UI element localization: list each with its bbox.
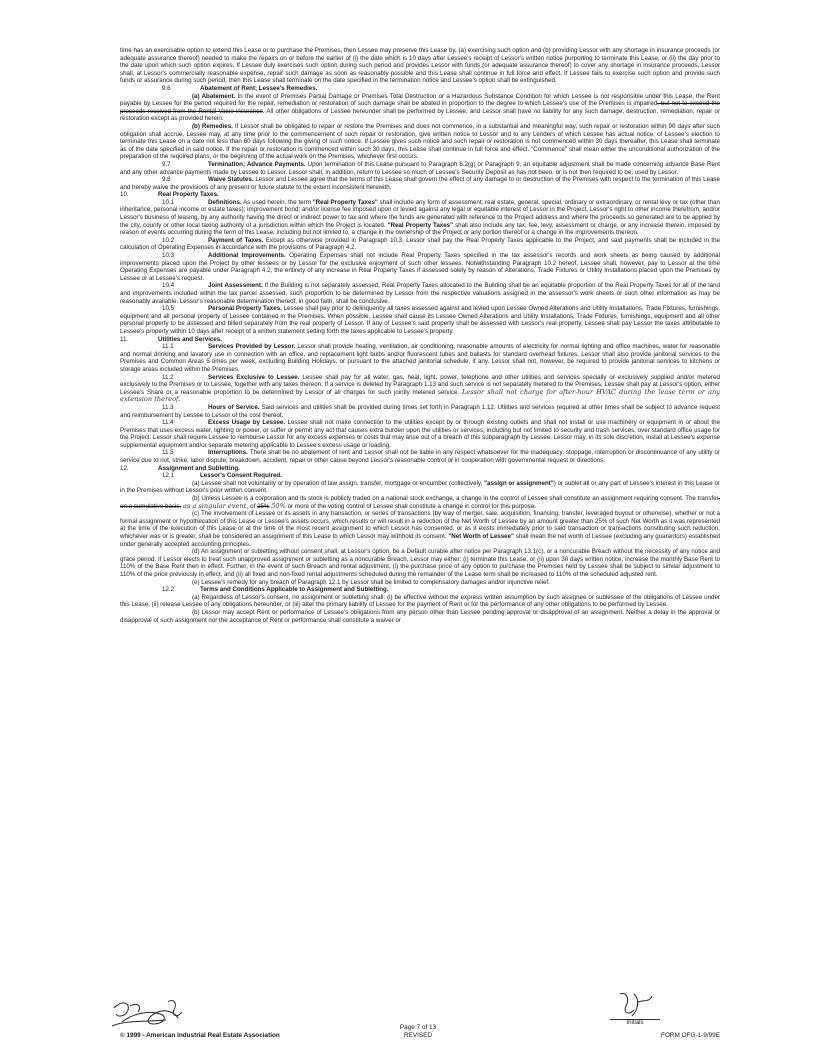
text: If Lessor shall be obligated to repair or restore the Premises and does not commence, in a substantial and meaningful way, such repair or restoration within 90 days after such obligation shall accrue, Lessee may, at any time prior to the commencement of such repair or restoration, give written notice to Lessor and to any Lenders of which Lessee has actual notice, of Lessee's election to terminate this Lease on a date not less than 60 days following the giving of such notice. If Lessee gives such notice and such repair or restoration is not commenced within 30 days thereafter, this Lease shall terminate as of the date specified in said notice. If the repair or restoration is commenced within such 30 days, this Lease shall continue in full force and effect. "Commence" shall mean either the unconditional authorization of the preparation of the required plans, or the beginning of the actual work on the Premises, whichever first occurs. xyxy=(120,122,720,161)
section-number: 11.3 xyxy=(162,403,174,411)
defined-term: "Real Property Taxes" xyxy=(312,198,378,206)
paragraph-11-3 xyxy=(120,404,720,419)
heading-text: Real Property Taxes. xyxy=(158,191,219,199)
defined-term: "Net Worth of Lessee" xyxy=(448,533,514,540)
heading-text: Lessor's Consent Required. xyxy=(200,472,282,480)
text: There shall be no abatement of rent and Lessor shall not be liable in any respect whatsoever for the inadequacy, stoppage, interruption or discontinuance of any utility or service due to riot, strike, labor dispute, breakdown, accident, repair or other cause beyond Lessor's reasonable control or in cooperation with governmental request or directions. xyxy=(120,449,721,465)
heading-12-2 xyxy=(120,586,720,594)
paragraph-11-5 xyxy=(120,449,720,464)
text: Said services and utilities shall be provided during times set forth in Paragraph 1.12. Utilities and services required at other times shall be subject to advance request and reimbursement by Lessee to Lessor of the cost thereof. xyxy=(120,403,720,419)
paragraph-12-1-b xyxy=(120,495,720,510)
text: Operating Expenses shall not include Real Property Taxes specified in the tax assessor's records and work sheets as being caused by additional improvements placed upon the Project by other lessees or by Lessor for the exclusive enjoyment of such other lessees. Notwithstanding Paragraph 10.2 hereof, Lessee shall, however, pay to Lessor at the time Operating Expenses are payable under Paragraph 4.2, the entirety of any increase in Real Property Taxes if assessed solely by reason of Alterations, Trade Fixtures or Utility Installations placed upon the Premises by Lessee or at Lessee's request. xyxy=(120,252,720,282)
paragraph-10-3 xyxy=(120,252,720,282)
paragraph-10-2 xyxy=(120,237,720,252)
paragraph-11-2 xyxy=(120,374,720,404)
section-number: 12.1 xyxy=(162,472,175,480)
struck-text: , on a cumulative basis, xyxy=(120,495,720,510)
text: Lessee shall pay for all water, gas, heat, light, power, telephone and other utilities and services specially or exclusively supplied and/or metered exclusively to the Premises or to Lessee, together with any taxes thereon. If a service is deleted by Paragraph 1.13 and such service is not separately metered to the Premises, Lessee shall pay at Lessor's option, either Lessee's Share or a reasonable proportion to be determined by Lessor of all charges for such jointly metered service. xyxy=(120,373,720,396)
subheading: Additional Improvements. xyxy=(208,252,286,260)
paragraph-10-1 xyxy=(120,199,720,237)
page-number-block xyxy=(378,1024,458,1040)
section-number: 12. xyxy=(120,464,129,472)
paragraph-9-8 xyxy=(120,176,720,191)
paragraph-12-1-c xyxy=(120,510,720,548)
lease-page xyxy=(120,47,720,1037)
heading-text: Terms and Conditions Applicable to Assignment and Subletting. xyxy=(200,586,389,594)
text: or more of the voting control of Lessee shall constitute a change in control for this purpose. xyxy=(287,502,536,510)
text: In the event of Premises Partial Damage or Premises Total Destruction or a Hazardous Substance Condition for which Lessee is not responsible under this Lease, the Rent payable by Lessee for the period required for the repair, remediation or restoration of such damage shall be abated in proportion to the degree to which Lessee's use of the Premises is impaired xyxy=(120,92,720,108)
subheading: Waive Statutes. xyxy=(208,176,254,184)
section-number: 11. xyxy=(120,335,129,343)
subheading: Payment of Taxes. xyxy=(208,236,264,244)
paragraph-10-5 xyxy=(120,305,720,335)
subheading: Personal Property Taxes. xyxy=(208,305,282,313)
paragraph-12-1-a xyxy=(120,480,720,495)
text: shall also include any tax, fee, levy, assessment or charge, or any increase therein, imposed by reason of events occurring during the term of this Lease, including but not limited to, a change in the ownership of the Project or any portion thereof or a change in the improvements thereon. xyxy=(120,221,720,237)
section-number: 11.4 xyxy=(162,419,174,427)
subheading: Termination; Advance Payments. xyxy=(208,160,306,168)
heading-text: Assignment and Subletting. xyxy=(158,464,240,472)
paragraph-12-2-b: (b) Lessor may accept Rent or performance of Lessee's obligations from any person other than Lessee pending approval or disapproval of an assignment. Neither a delay in the approval or disapproval of such assignment nor the acceptance of Rent or performance shall constitute a waiver or xyxy=(120,608,720,624)
subheading: (b) Remedies. xyxy=(192,122,233,130)
copyright-notice: © 1999 - American Industrial Real Estate Association xyxy=(120,1032,280,1039)
paragraph-12-1-e: (e) Lessee's remedy for any breach of Paragraph 12.1 by Lessor shall be limited to compensatory damages and/or injunctive relief. xyxy=(192,578,550,586)
defined-term: "Real Property Taxes" xyxy=(387,221,454,229)
handwritten-insertion: 50% xyxy=(271,501,286,510)
section-number: 10.1 xyxy=(162,198,175,206)
text: Lessee shall pay prior to delinquency all taxes assessed against and levied upon Lessee Owned Alterations and Utility Installations, Trade Fixtures, furnishings, equipment and all personal property of Lessee contained in the Premises. When possible, Lessee shall cause its Lessee Owned Alterations and Utility Installations, Trade Fixtures, furnishings, equipment and all other personal property to be assessed and billed separately from the real property of Lessor. If any of Lessee's said property shall be assessed with Lessor's real property, Lessee shall pay Lessor the taxes attributable to Lessee's property within 10 days after receipt of a written statement setting forth the taxes applicable to Lessee's property. xyxy=(120,305,720,335)
text: shall include any form of assessment; real estate, general, special, ordinary or extraordinary, or rental levy or tax (other than inheritance, personal income or estate taxes); improvement bond; and/or license fee imposed upon or levied against any legal or equitable interest of Lessor in the Project, Lessor's right to other income therefrom, and/or Lessor's business of leasing, by any authority having the direct or indirect power to tax and where the funds are generated with reference to the Project address and where the proceeds so generated are to be applied by the city, county or other local taxing authority of a jurisdiction within which the Project is located. xyxy=(120,198,720,229)
struck-text: , but not to exceed the proceeds received from the Rental Value insurance xyxy=(120,100,720,115)
paragraph-9-6-a xyxy=(120,93,720,123)
page-number: Page 7 of 13 xyxy=(399,1024,437,1031)
heading-text: Utilities and Services. xyxy=(158,335,222,343)
heading-12 xyxy=(120,465,720,473)
paragraph-9-6-b xyxy=(120,123,720,161)
subheading: Definitions. xyxy=(208,198,242,206)
section-number: 11.2 xyxy=(162,373,174,381)
subheading: Services Provided by Lessor. xyxy=(208,343,296,351)
text: (a) Lessee shall not voluntarily or by operation of law assign, transfer, mortgage or encumber (collectively, xyxy=(192,479,483,487)
subheading: (a) Abatement. xyxy=(192,92,236,100)
struck-text: 25% xyxy=(257,502,270,510)
defined-term: "assign or assignment" xyxy=(484,479,554,487)
subheading: Joint Assessment. xyxy=(208,282,263,290)
section-number: 9.7 xyxy=(162,160,171,168)
revised-label: REVISED xyxy=(403,1031,433,1039)
subheading: Hours of Service. xyxy=(208,403,260,411)
subheading: Interruptions. xyxy=(208,449,248,457)
section-number: 10.4 xyxy=(162,282,175,290)
handwritten-insertion: Lessor shall not charge for after-hour HVAC during the lease term or any extension thereof. xyxy=(120,387,720,404)
section-number: 11.1 xyxy=(162,343,174,351)
section-number: 11.5 xyxy=(162,449,174,457)
paragraph-11-4 xyxy=(120,419,720,449)
section-number: 10.2 xyxy=(162,236,175,244)
section-number: 10.5 xyxy=(162,305,175,313)
text: Lessee shall not make connection to the utilities except by or through existing outlets and shall not install or use machinery or equipment in or about the Premises that uses excess water, lighting or power, or suffer or permit any act that causes extra burden upon the utilities or services, including but not limited to security and trash services, over standard office usage for the Project. Lessor shall require Lessee to reimburse Lessor for any excess expenses or costs that may arise out of a breach of this subparagraph by Lessee. Lessor may, in its sole discretion, install at Lessee's expense supplemental equipment and/or separate metering applicable to Lessee's excess usage or loading. xyxy=(120,419,720,449)
paragraph-12-2-a: (a) Regardless of Lessor's consent, no assignment or subletting shall: (i) be effective without the express written assumption by such assignee or sublessee of the obligations of Lessee under this Lease, (ii) release Lessee of any obligations hereunder, or (iii) alter the primary liability of Lessee for the payment of Rent or for the performance of any other obligations to be performed by Lessee. xyxy=(120,593,720,609)
text: If the Building is not separately assessed, Real Property Taxes allocated to the Building shall be an equitable proportion of the Real Property Taxes for all of the land and improvements included within the tax parcel assessed, such proportion to be determined by Lessor from the respective valuations assigned in the assessor's work sheets or such other information as may be reasonably available. Lessor's reasonable determination thereof, in good faith, shall be conclusive. xyxy=(120,282,720,305)
paragraph-9-5-continued: time has an exercisable option to extend this Lease or to purchase the Premises, then Lessee may preserve this Lease by, (a) exercising such option and (b) providing Lessor with any shortage in insurance proceeds (or adequate assurance thereof) needed to make the repairs on or before the earlier of (i) the date which is 10 days after Lessee's receipt of Lessor's written notice purporting to terminate this Lease, or (ii) the day prior to the date upon which such option expires. If Lessee duly exercises such option during such period and provides Lessor with funds (or adequate assurance thereof) to cover any shortage in insurance proceeds, Lessor shall, at Lessor's commercially reasonable expense, repair such damage as soon as reasonably possible and this Lease shall continue in full force and effect. If Lessee fails to exercise such option and provide such funds or assurance during such period, then this Lease shall terminate on the date specified in the termination notice and Lessee's option shall be extinguished. xyxy=(120,47,720,85)
text: (c) The involvement of Lessee or its assets in any transaction, or series of transactions (by way of merger, sale, acquisition, financing, transfer, leveraged buyout or otherwise), whether or not a formal assignment or hypothecation of this Lease or Lessee's assets occurs, which results or will result in a reduction of the Net Worth of Lessee by an amount greater than 25% of such Net Worth as it was represented at the time of the execution of this Lease or at the time of the most recent assignment to which Lessor has consented, or as it exists immediately prior to said transaction or transactions constituting such reduction, whichever was or is greater, shall be considered an assignment of this Lease to which Lessor may withhold its consent. xyxy=(120,510,720,540)
form-number: FORM OFG-1-9/99E xyxy=(661,1032,720,1039)
initials-label: Initials xyxy=(626,1020,644,1026)
lessor-initials-signature-icon xyxy=(108,996,198,1032)
text: ) or sublet all or any part of Lessee's interest in this Lease or in the Premises without Lessor's prior written consent. xyxy=(120,479,720,495)
handwritten-insertion: as a singular event, xyxy=(182,501,249,510)
paragraph-12-1-d: (d) An assignment or subletting without consent shall, at Lessor's option, be a Default curable after notice per Paragraph 13.1(c), or a noncurable Breach without the necessity of any notice and grace period. If Lessor elects to treat such unapproved assignment or subletting as a noncurable Breach, Lessor may either: (i) terminate this Lease, or (ii) upon 30 days written notice, increase the monthly Base Rent to 110% of the Base Rent then in effect. Further, in the event of such Breach and rental adjustment, (i) the purchase price of any option to purchase the Premises held by Lessee shall be subject to similar adjustment to 110% of the price previously in effect, and (ii) all fixed and non-fixed rental adjustments scheduled during the remainder of the Lease term shall be increased to 110% of the scheduled adjusted rent. xyxy=(120,548,720,578)
heading-12-1 xyxy=(120,472,720,480)
text: of xyxy=(250,502,256,510)
section-number: 10.3 xyxy=(162,252,175,260)
section-number: 12.2 xyxy=(162,586,175,594)
section-number: 9.8 xyxy=(162,176,171,184)
page-footer xyxy=(120,1002,720,1042)
text: Upon termination of this Lease pursuant to Paragraph 6.2(g) or Paragraph 9, an equitable adjustment shall be made concerning advance Base Rent and any other advance payments made by Lessee to Lessor. Lessor shall, in addition, return to Lessee so much of Lessee's Security Deposit as has not been, or is not then required to be, used by Lessor. xyxy=(120,160,720,176)
section-number: 9.6 xyxy=(162,84,171,92)
text: Lessor and Lessee agree that the terms of this Lease shall govern the effect of any damage to or destruction of the Premises with respect to the termination of this Lease and hereby waive the provisions of any present or future statute to the extent inconsistent herewith. xyxy=(120,176,720,191)
heading-11 xyxy=(120,336,720,344)
initials-box xyxy=(610,1002,660,1026)
lessee-initials-signature-icon xyxy=(614,990,658,1020)
text: shall mean the net worth of Lessee (excluding any guarantors) established under generally accepted accounting principles. xyxy=(120,533,720,548)
subheading: Services Exclusive to Lessee. xyxy=(208,373,300,381)
text: Lessor shall provide heating, ventilation, air conditioning, reasonable amounts of electricity for normal lighting and office machines, water for reasonable and normal drinking and lavatory use in connection with an office, and replacement light bulbs and/or fluorescent tubes and ballasts for standard overhead fixtures. Lessor shall also provide janitorial services to the Premises and Common Areas 5 times per week, excluding Building Holidays, or pursuant to the attached janitorial schedule, if any. Lessor shall not, however, be required to provide janitorial services to kitchens or storage areas included within the Premises. xyxy=(120,343,720,373)
subheading: Excess Usage by Lessee. xyxy=(208,419,286,427)
text: As used herein, the term xyxy=(243,198,311,206)
section-number: 10. xyxy=(120,191,129,199)
text: . All other obligations of Lessee hereunder shall be performed by Lessee, and Lessor shall have no liability for any such damage, destruction, remediation, repair or restoration except as provided herein. xyxy=(120,107,720,123)
heading-10 xyxy=(120,191,720,199)
text: (b) Unless Lessee is a corporation and its stock is publicly traded on a national stock exchange, a change in the control of Lessee shall constitute an assignment requiring consent. The transfer xyxy=(192,495,719,503)
paragraph-9-7 xyxy=(120,161,720,176)
paragraph-11-1 xyxy=(120,343,720,373)
heading-9-6 xyxy=(120,85,720,93)
heading-text: Abatement of Rent; Lessee's Remedies. xyxy=(200,84,318,92)
paragraph-10-4 xyxy=(120,282,720,305)
text: Except as otherwise provided in Paragraph 10.3, Lessor shall pay the Real Property Taxes applicable to the Project, and said payments shall be included in the calculation of Operating Expenses in accordance with the provisions of Paragraph 4.2. xyxy=(120,236,720,252)
